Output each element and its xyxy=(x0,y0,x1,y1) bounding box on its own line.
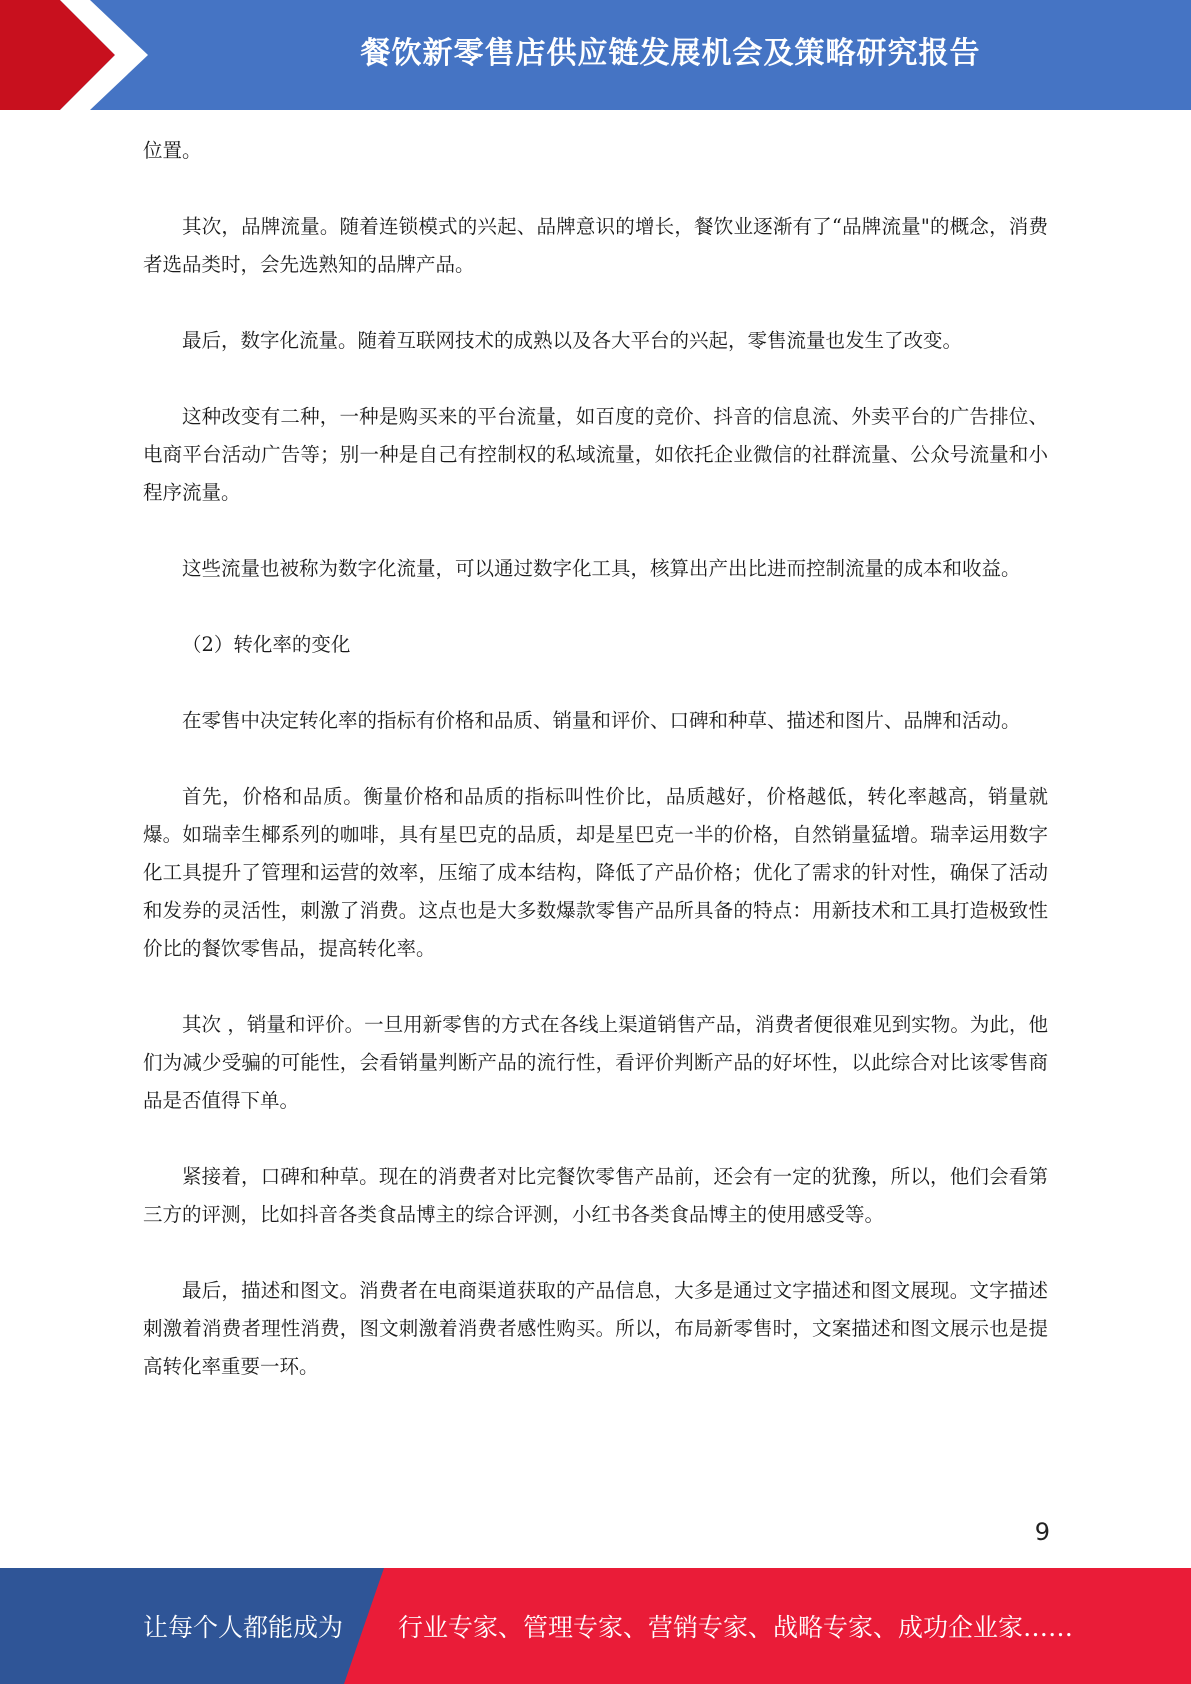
page-header xyxy=(0,0,1191,110)
paragraph: 首先，价格和品质。衡量价格和品质的指标叫性价比，品质越好，价格越低，转化率越高，销量就爆。如瑞幸生椰系列的咖啡，具有星巴克的品质，却是星巴克一半的价格，自然销量猛增。瑞幸运用数字化工具提升了管理和运营的效率，压缩了成本结构，降低了产品价格；优化了需求的针对性，确保了活动和发券的灵活性，刺激了消费。这点也是大多数爆款零售产品所具备的特点：用新技术和工具打造极致性价比的餐饮零售品，提高转化率。 xyxy=(143,785,1048,960)
paragraph: 最后，描述和图文。消费者在电商渠道获取的产品信息，大多是通过文字描述和图文展现。文字描述刺激着消费者理性消费，图文刺激着消费者感性购买。所以，布局新零售时，文案描述和图文展示也是提高转化率重要一环。 xyxy=(143,1279,1048,1378)
report-title: 餐饮新零售店供应链发展机会及策略研究报告 xyxy=(360,36,981,71)
paragraph: 这种改变有二种，一种是购买来的平台流量，如百度的竞价、抖音的信息流、外卖平台的广告排位、电商平台活动广告等；别一种是自己有控制权的私域流量，如依托企业微信的社群流量、公众号流量和小程序流量。 xyxy=(143,405,1048,504)
paragraph: 其次，品牌流量。随着连锁模式的兴起、品牌意识的增长，餐饮业逐渐有了“品牌流量"的概念，消费者选品类时，会先选熟知的品牌产品。 xyxy=(143,215,1048,276)
footer-slogan-right: 行业专家、管理专家、营销专家、战略专家、成功企业家…… xyxy=(398,1613,1074,1642)
paragraph: 其次 ，销量和评价。一旦用新零售的方式在各线上渠道销售产品，消费者便很难见到实物。为此，他们为减少受骗的可能性，会看销量判断产品的流行性，看评价判断产品的好坏性，以此综合对比该零售商品是否值得下单。 xyxy=(143,1013,1048,1112)
body-text xyxy=(143,132,1048,1424)
page-footer xyxy=(0,1568,1191,1684)
paragraph: 这些流量也被称为数字化流量，可以通过数字化工具，核算出产出比进而控制流量的成本和收益。 xyxy=(182,557,1021,580)
paragraph: 位置。 xyxy=(143,139,202,162)
paragraph: 最后，数字化流量。随着互联网技术的成熟以及各大平台的兴起，零售流量也发生了改变。 xyxy=(182,329,963,352)
footer-slogan-left: 让每个人都能成为 xyxy=(143,1613,344,1642)
paragraph: 在零售中决定转化率的指标有价格和品质、销量和评价、口碑和种草、描述和图片、品牌和活动。 xyxy=(182,709,1021,732)
section-heading: （2）转化率的变化 xyxy=(182,633,351,656)
paragraph: 紧接着，口碑和种草。现在的消费者对比完餐饮零售产品前，还会有一定的犹豫，所以，他们会看第三方的评测，比如抖音各类食品博主的综合评测，小红书各类食品博主的使用感受等。 xyxy=(143,1165,1048,1226)
page-number: 9 xyxy=(1034,1518,1050,1546)
